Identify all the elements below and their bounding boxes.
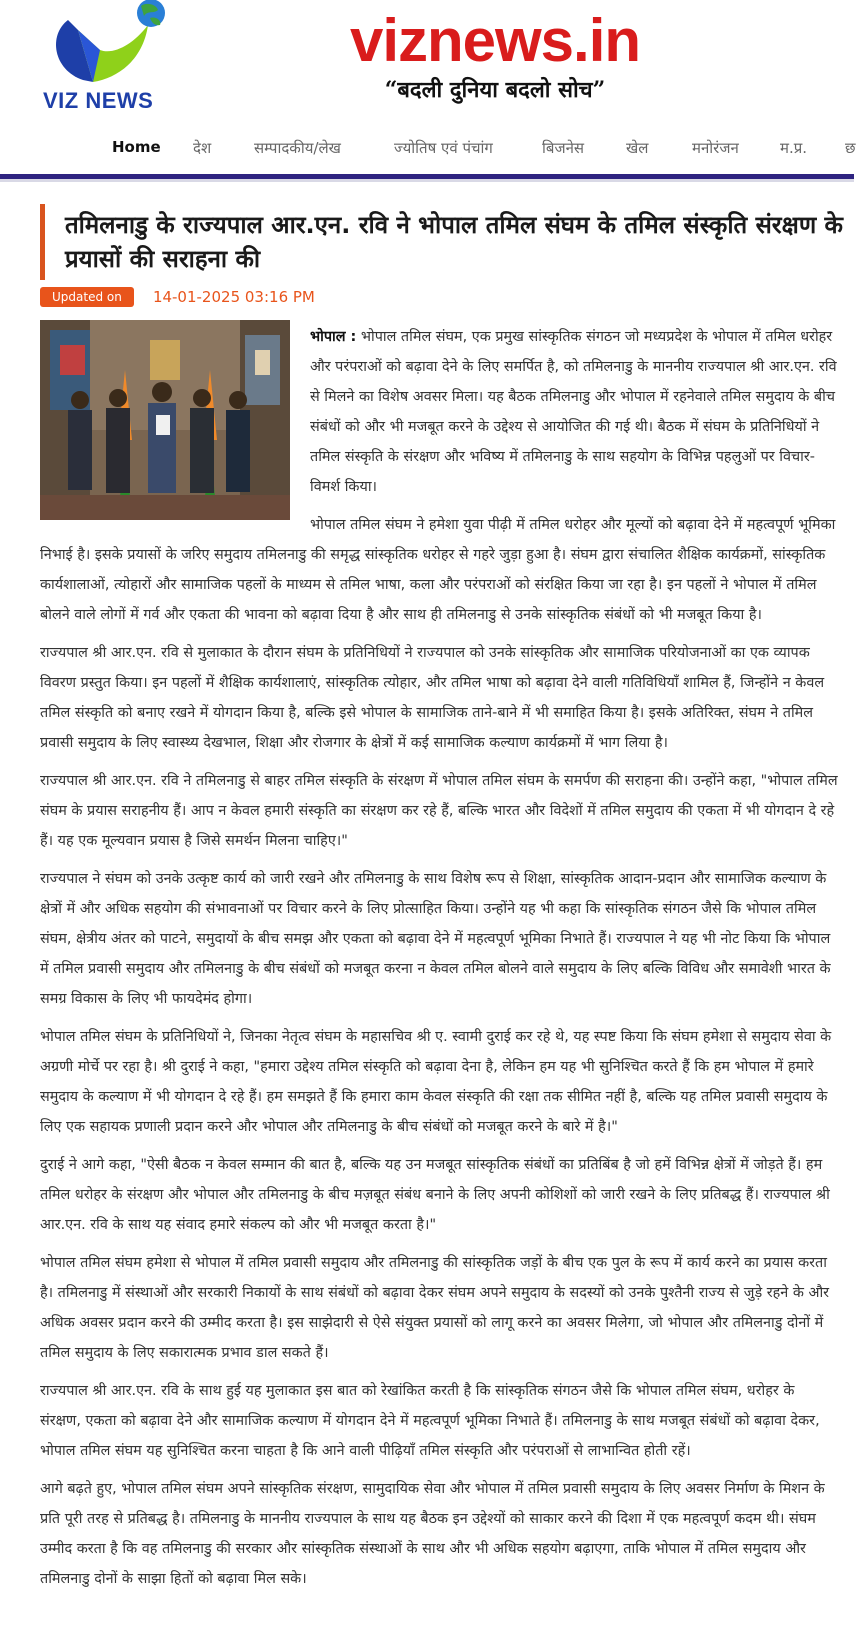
article-paragraph: राज्यपाल श्री आर.एन. रवि से मुलाकात के दौरान संघम के प्रतिनिधियों ने राज्यपाल को उनके सांस्कृतिक और सामाजिक परियोजनाओं का एक व्यापक विवरण प्रस्तुत किया। इन पहलों में शैक्षिक कार्यशालाएं, सांस्कृतिक त्योहार, और तमिल भाषा को बढ़ावा देने वाली गतिविधियाँ शामिल हैं, जिन्होंने न केवल तमिल संस्कृति को बनाए रखने में योगदान किया है, बल्कि इसे भोपाल के सामाजिक ताने-बाने में भी समाहित किया है। इसके अतिरिक्त, संघम ने तमिल प्रवासी समुदाय के लिए स्वास्थ्य देखभाल, शिक्षा और रोजगार के क्षेत्रों में कई सामाजिक कल्याण कार्यक्रमों में भाग लिया है।: [40, 645, 825, 751]
nav-item-desh[interactable]: देश: [193, 139, 212, 157]
article-lead-text: भोपाल तमिल संघम, एक प्रमुख सांस्कृतिक संगठन जो मध्यप्रदेश के भोपाल में तमिल धरोहर और परंपराओं को बढ़ावा देने के लिए समर्पित है, को तमिलनाडु के माननीय राज्यपाल श्री आर.एन. रवि से मिलने का विशेष अवसर मिला। यह बैठक तमिलनाडु और भोपाल में रहनेवाले तमिल समुदाय के बीच संबंधों को और भी मजबूत करने के उद्देश्य से आयोजित की गई थी। बैठक में संघम के प्रतिनिधियों ने तमिल संस्कृति के संरक्षण और भविष्य में तमिलनाडु के साथ सहयोग के विभिन्न पहलुओं पर विचार-विमर्श किया।: [310, 329, 837, 495]
site-header: [0, 0, 854, 126]
photo-float-spacer: [40, 322, 310, 530]
article-title-block: [40, 204, 855, 280]
nav-item-manoranjan[interactable]: मनोरंजन: [692, 139, 739, 157]
article-dateline: भोपाल :: [310, 329, 357, 345]
article-paragraph: भोपाल तमिल संघम ने हमेशा युवा पीढ़ी में तमिल धरोहर और मूल्यों को बढ़ावा देने में महत्वपूर्ण भूमिका निभाई है। इसके प्रयासों के जरिए समुदाय तमिलनाडु की समृद्ध सांस्कृतिक धरोहर से गहरे जुड़ा हुआ है। संघम द्वारा संचालित शैक्षिक कार्यक्रमों, सांस्कृतिक कार्यशालाओं, त्योहारों और सामाजिक पहलों के माध्यम से तमिल भाषा, कला और परंपराओं को संरक्षित किया जा रहा है। इन पहलों ने भोपाल में तमिल बोलने वाले लोगों में गर्व और एकता की भावना को बढ़ावा दिया है और साथ ही तमिलनाडु से उनके सांस्कृतिक संबंधों को भी मजबूत किया है।: [40, 517, 836, 623]
article-paragraph: भोपाल तमिल संघम के प्रतिनिधियों ने, जिनका नेतृत्व संघम के महासचिव श्री ए. स्वामी दुराई कर रहे थे, यह स्पष्ट किया कि संघम हमेशा से समुदाय सेवा के अग्रणी मोर्चे पर रहा है। श्री दुराई ने कहा, "हमारा उद्देश्य तमिल संस्कृति को बढ़ावा देना है, लेकिन हम यह भी सुनिश्चित करते हैं कि हम भोपाल में हमारे समुदाय के कल्याण में भी योगदान दे रहे हैं। हम समझते हैं कि हमारा काम केवल संस्कृति की रक्षा तक सीमित नहीं है, बल्कि यह तमिल प्रवासी समुदाय के लिए एक सहायक प्रणाली प्रदान करने और भोपाल और तमिलनाडु के बीच संबंधों को मजबूत करने के बारे में है।": [40, 1029, 832, 1135]
site-tagline: “बदली दुनिया बदलो सोच”: [384, 77, 606, 103]
updated-badge: Updated on: [40, 287, 134, 307]
article-paragraph: आगे बढ़ते हुए, भोपाल तमिल संघम अपने सांस्कृतिक संरक्षण, सामुदायिक सेवा और भोपाल में तमिल प्रवासी समुदाय के लिए अवसर निर्माण के मिशन के प्रति पूरी तरह से प्रतिबद्ध है। तमिलनाडु के माननीय राज्यपाल के साथ यह बैठक इन उद्देश्यों को साकार करने की दिशा में एक महत्वपूर्ण कदम थी। संघम उम्मीद करता है कि वह तमिलनाडु की सरकार और सांस्कृतिक संस्थाओं के साथ और भी अधिक सहयोग बढ़ाएगा, ताकि भोपाल में तमिल समुदाय और तमिलनाडु दोनों के साझा हितों को बढ़ावा मिल सके।: [40, 1481, 825, 1587]
nav-item-mp[interactable]: म.प्र.: [780, 139, 808, 157]
logo-text: VIZ NEWS: [43, 88, 154, 113]
article-paragraph: राज्यपाल श्री आर.एन. रवि ने तमिलनाडु से बाहर तमिल संस्कृति के संरक्षण में भोपाल तमिल संघम के समर्पण की सराहना की। उन्होंने कहा, "भोपाल तमिल संघम के प्रयास सराहनीय हैं। आप न केवल हमारी संस्कृति का संरक्षण कर रहे हैं, बल्कि भारत और विदेशों में तमिल समुदाय की एकता में भी योगदान दे रहे हैं। यह एक मूल्यवान प्रयास है जिसे समर्थन मिलना चाहिए।": [40, 773, 838, 849]
nav-item-home[interactable]: Home: [112, 138, 161, 156]
nav-item-khel[interactable]: खेल: [626, 139, 649, 157]
article-title: तमिलनाडु के राज्यपाल आर.एन. रवि ने भोपाल तमिल संघम के तमिल संस्कृति संरक्षण के प्रयासों की सराहना की: [65, 211, 843, 273]
article-body: [40, 322, 838, 1602]
masthead: [330, 7, 660, 104]
nav-item-business[interactable]: बिजनेस: [542, 139, 585, 157]
main-nav: [0, 128, 854, 168]
article-paragraph: भोपाल तमिल संघम हमेशा से भोपाल में तमिल प्रवासी समुदाय और तमिलनाडु की सांस्कृतिक जड़ों के बीच एक पुल के रूप में कार्य करने का प्रयास करता है। तमिलनाडु में संस्थाओं और सरकारी निकायों के साथ संबंधों को बढ़ावा देकर संघम अपने समुदाय के सदस्यों को उनके पुश्तैनी राज्य से जुड़े रहने के और अधिक अवसर प्रदान करने की उम्मीद करता है। इस साझेदारी से ऐसे संयुक्त प्रयासों को लागू करने का अवसर मिलेगा, जो भोपाल और तमिलनाडु दोनों में तमिल समुदाय के लिए सकारात्मक प्रभाव डाल सकते हैं।: [40, 1255, 830, 1361]
nav-item-chhattisgarh[interactable]: छ: [845, 139, 856, 157]
article-meta: [40, 286, 315, 308]
article-paragraph: राज्यपाल ने संघम को उनके उत्कृष्ट कार्य को जारी रखने और तमिलनाडु के साथ विशेष रूप से शिक्षा, सांस्कृतिक आदान-प्रदान और सामाजिक कल्याण के क्षेत्रों में और अधिक सहयोग की संभावनाओं पर विचार करने के लिए प्रोत्साहित किया। उन्होंने यह भी कहा कि सांस्कृतिक संगठन जैसे कि भोपाल तमिल संघम, क्षेत्रीय अंतर को पाटने, समुदायों के बीच समझ और एकता को बढ़ावा देने में महत्वपूर्ण भूमिका निभाते हैं। राज्यपाल ने यह भी नोट किया कि भोपाल में तमिल प्रवासी समुदाय और तमिलनाडु के बीच संबंधों को मजबूत करना न केवल तमिल बोलने वाले समुदाय के लिए बल्कि विविध और समावेशी भारत के समग्र विकास के लिए भी फायदेमंद होगा।: [40, 871, 831, 1007]
article-date: 14-01-2025 03:16 PM: [152, 287, 315, 306]
nav-item-sampadkiya[interactable]: सम्पादकीय/लेख: [254, 139, 341, 157]
article-paragraph: राज्यपाल श्री आर.एन. रवि के साथ हुई यह मुलाकात इस बात को रेखांकित करती है कि सांस्कृतिक संगठन जैसे कि भोपाल तमिल संघम, धरोहर के संरक्षण, एकता को बढ़ावा देने और सामाजिक कल्याण में योगदान देने में महत्वपूर्ण भूमिका निभाते हैं। तमिलनाडु के साथ मजबूत संबंधों को बढ़ावा देकर, भोपाल तमिल संघम यह सुनिश्चित करना चाहता है कि आने वाली पीढ़ियाँ तमिल संस्कृति और परंपराओं से लाभान्वित होती रहें।: [40, 1383, 820, 1459]
article-paragraph: दुराई ने आगे कहा, "ऐसी बैठक न केवल सम्मान की बात है, बल्कि यह उन मजबूत सांस्कृतिक संबंधों का प्रतिबिंब है जो हमें विभिन्न क्षेत्रों में जोड़ते हैं। हम तमिल धरोहर के संरक्षण और भोपाल और तमिलनाडु के बीच मज़बूत संबंध बनाने के लिए अपनी कोशिशों को जारी रखने के लिए प्रतिबद्ध हैं। राज्यपाल श्री आर.एन. रवि के साथ यह संवाद हमारे संकल्प को और भी मजबूत करता है।": [40, 1157, 830, 1233]
nav-shadow: [0, 179, 854, 182]
site-name[interactable]: viznews.in: [349, 7, 641, 74]
nav-item-jyotish[interactable]: ज्योतिष एवं पंचांग: [394, 139, 493, 157]
